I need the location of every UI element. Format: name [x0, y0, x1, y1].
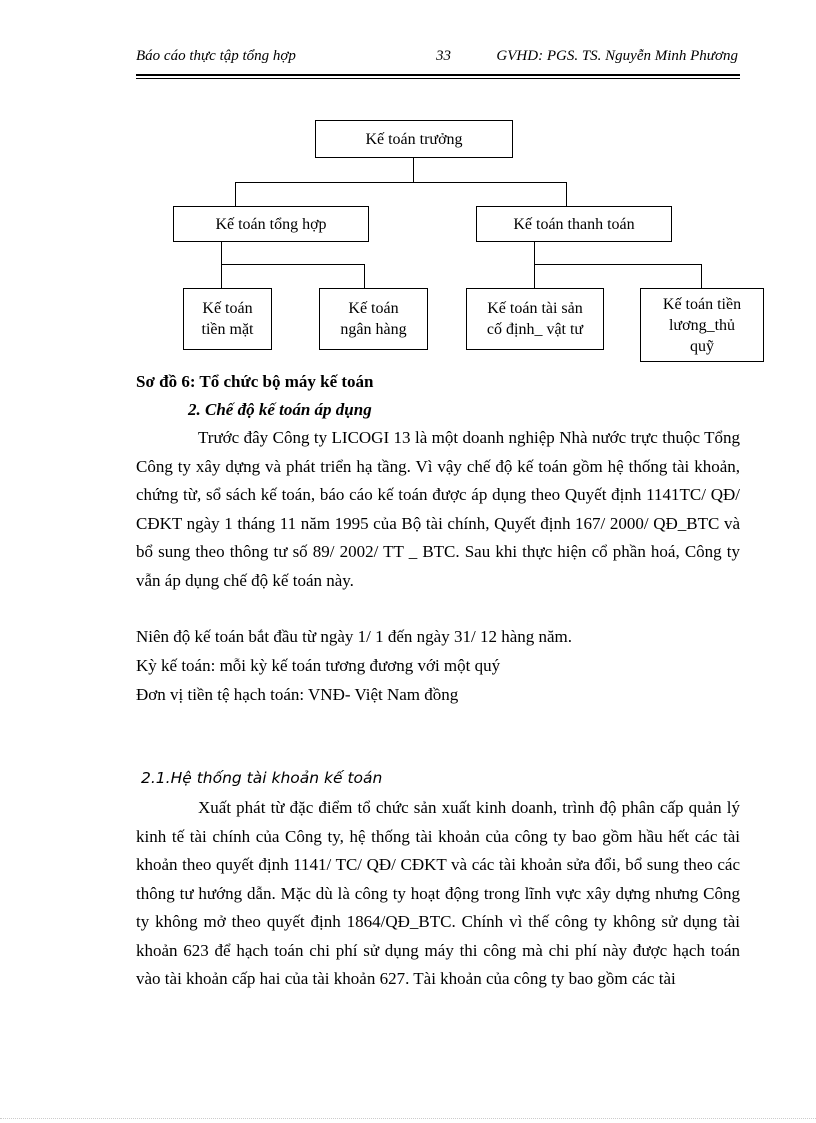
currency-line: Đơn vị tiền tệ hạch toán: VNĐ- Việt Nam đồng [136, 685, 459, 704]
header-title: Báo cáo thực tập tổng hợp [136, 48, 296, 64]
chart-node-label: ngân hàng [340, 321, 407, 338]
paragraph-accounting-regime: Trước đây Công ty LICOGI 13 là một doanh nghiệp Nhà nước trực thuộc Tổng Công ty xây dựng và phát triển hạ tầng. Vì vậy chế độ kế toán gồm hệ thống tài khoản, chứng từ, sổ sách kế toán, báo cáo kế toán được áp dụng theo Quyết định 1141TC/ QĐ/ CĐKT ngày 1 tháng 11 năm 1995 của Bộ tài chính, Quyết định 167/ 2000/ QĐ_BTC và bổ sung theo thông tư số 89/ 2002/ TT _ BTC. Sau khi thực hiện cổ phần hoá, Công ty vẫn áp dụng chế độ kế toán này. [136, 428, 740, 590]
chart-node-label: cố định_ vật tư [486, 321, 584, 338]
chart-node-label: lương_thủ [668, 316, 736, 334]
page-number: 33 [436, 48, 451, 64]
chart-node-general-accountant [173, 206, 369, 242]
chart-node-label: Kế toán [348, 300, 399, 317]
chart-node-label: Kế toán [202, 300, 253, 317]
chart-node-chief-accountant [315, 120, 513, 158]
chart-node-label: Kế toán tổng hợp [215, 215, 327, 233]
chart-node-cash-accountant [183, 288, 272, 350]
chart-node-label: quỹ [690, 337, 714, 355]
connector-line [221, 264, 222, 288]
connector-line [235, 182, 567, 183]
connector-line [534, 264, 702, 265]
connector-line [413, 158, 414, 182]
figure-caption: Sơ đồ 6: Tổ chức bộ máy kế toán [136, 372, 374, 391]
header-rule-thin [136, 78, 740, 79]
connector-line [534, 242, 535, 264]
paragraph-account-system: Xuất phát từ đặc điểm tổ chức sản xuất kinh doanh, trình độ phân cấp quản lý kinh tế tài chính của Công ty, hệ thống tài khoản của công ty bao gồm hầu hết các tài khoản theo quyết định 1141/ TC/ QĐ/ CĐKT và các tài khoản sửa đổi, bổ sung theo các thông tư hướng dẫn. Mặc dù là công ty hoạt động trong lĩnh vực xây dựng nhưng Công ty không mở theo quyết định 1864/QĐ_BTC. Chính vì thế công ty không sử dụng tài khoản 623 để hạch toán chi phí sử dụng máy thi công mà chi phí này được hạch toán vào tài khoản cấp hai của tài khoản 627. Tài khoản của công ty bao gồm các tài [136, 798, 740, 988]
connector-line [221, 242, 222, 264]
page-header [136, 48, 740, 68]
chart-node-payroll-treasury-accountant [640, 288, 764, 362]
connector-line [701, 264, 702, 288]
fiscal-year-line: Niên độ kế toán bắt đầu từ ngày 1/ 1 đến ngày 31/ 12 hàng năm. [136, 627, 573, 646]
chart-node-bank-accountant [319, 288, 428, 350]
page-bottom-border [0, 1118, 816, 1119]
chart-node-label: Kế toán tiền [662, 295, 742, 313]
header-supervisor: GVHD: PGS. TS. Nguyễn Minh Phương [496, 48, 738, 64]
connector-line [221, 264, 365, 265]
chart-node-fixed-assets-accountant [466, 288, 604, 350]
connector-line [566, 182, 567, 206]
connector-line [235, 182, 236, 206]
section-2-heading: 2. Chế độ kế toán áp dụng [188, 400, 372, 419]
section-2-1-heading: 2.1.Hệ thống tài khoản kế toán [141, 769, 383, 787]
chart-node-label: Kế toán tài sản [487, 300, 583, 317]
chart-node-label: Kế toán trưởng [365, 130, 463, 148]
accounting-period-line: Kỳ kế toán: mỗi kỳ kế toán tương đương với một quý [136, 656, 501, 675]
connector-line [364, 264, 365, 288]
connector-line [534, 264, 535, 288]
chart-node-label: Kế toán thanh toán [513, 215, 635, 233]
header-rule-thick [136, 74, 740, 76]
chart-node-label: tiền mặt [201, 321, 254, 338]
chart-node-payment-accountant [476, 206, 672, 242]
